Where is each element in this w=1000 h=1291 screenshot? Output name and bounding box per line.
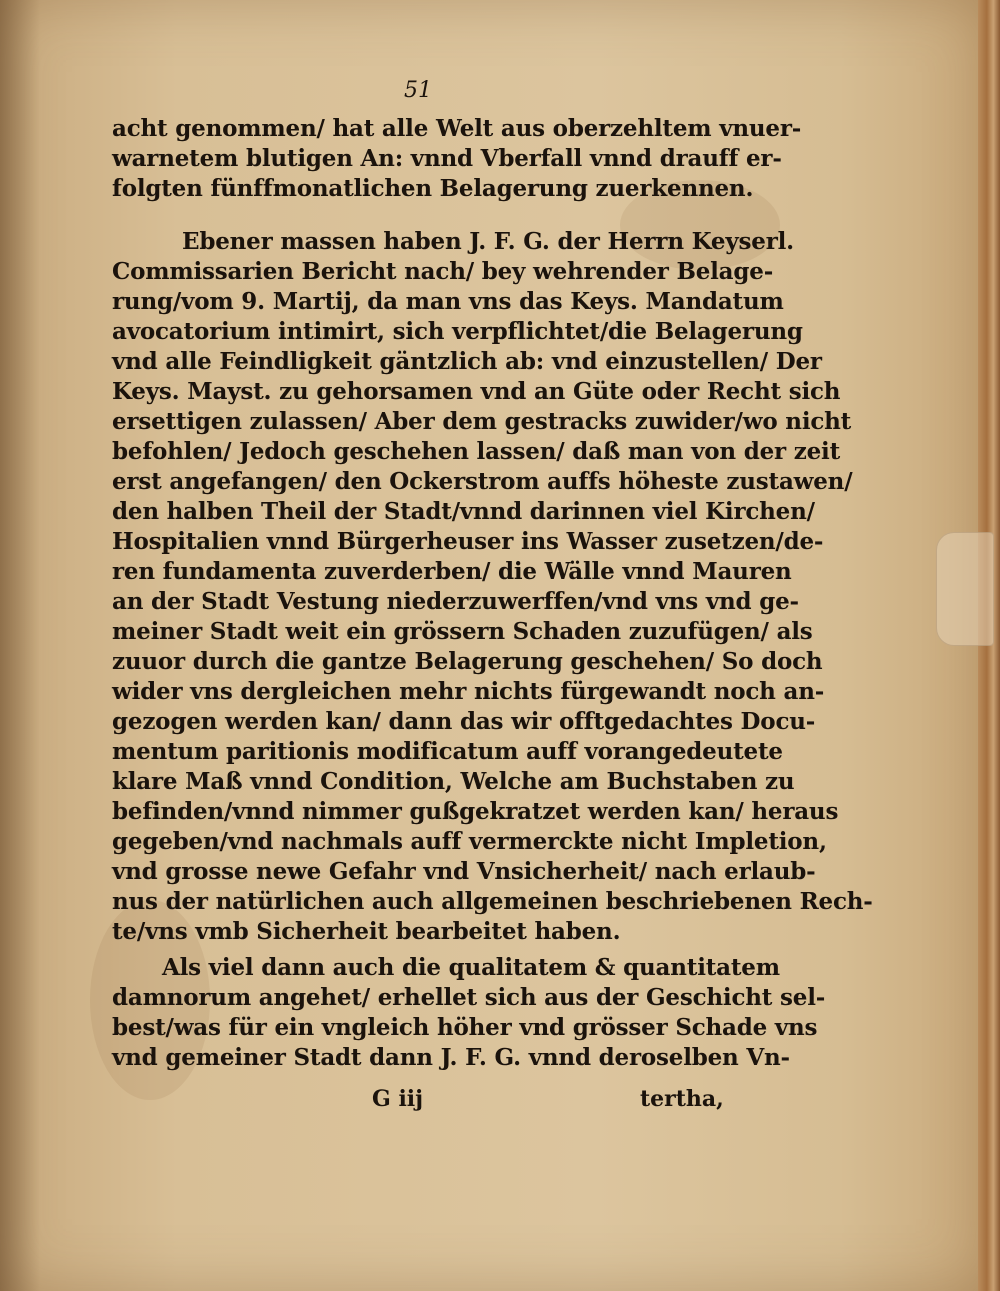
text-line: vnd grosse newe Gefahr vnd Vnsicherheit/ nach erlaub- bbox=[112, 858, 816, 885]
gutter-shadow bbox=[0, 0, 40, 1291]
text-line: rung/vom 9. Martij, da man vns das Keys. Mandatum bbox=[112, 288, 784, 315]
text-line: befinden/vnnd nimmer gußgekratzet werden kan/ heraus bbox=[112, 798, 839, 825]
text-line: nus der natürlichen auch allgemeinen beschriebenen Rech- bbox=[112, 888, 873, 915]
text-line: wider vns dergleichen mehr nichts fürgewandt noch an- bbox=[112, 678, 825, 705]
text-line: Keys. Mayst. zu gehorsamen vnd an Güte oder Recht sich bbox=[112, 378, 841, 405]
text-line: Commissarien Bericht nach/ bey wehrender Belage- bbox=[112, 258, 774, 285]
text-line: befohlen/ Jedoch geschehen lassen/ daß man von der zeit bbox=[112, 438, 841, 465]
text-line: vnd gemeiner Stadt dann J. F. G. vnnd deroselben Vn- bbox=[112, 1044, 790, 1071]
text-line: best/was für ein vngleich höher vnd grösser Schade vns bbox=[112, 1014, 818, 1041]
text-line: zuuor durch die gantze Belagerung geschehen/ So doch bbox=[112, 648, 823, 675]
text-line: avocatorium intimirt, sich verpflichtet/die Belagerung bbox=[112, 318, 803, 345]
text-line: Ebener massen haben J. F. G. der Herrn Keyserl. bbox=[182, 228, 794, 255]
text-line: mentum paritionis modificatum auff vorangedeutete bbox=[112, 738, 783, 765]
text-line: folgten fünffmonatlichen Belagerung zuerkennen. bbox=[112, 175, 754, 202]
text-line: ersettigen zulassen/ Aber dem gestracks zuwider/wo nicht bbox=[112, 408, 852, 435]
text-line: klare Maß vnnd Condition, Welche am Buchstaben zu bbox=[112, 768, 795, 795]
text-line: gezogen werden kan/ dann das wir offtgedachtes Docu- bbox=[112, 708, 816, 735]
text-line: warnetem blutigen An: vnnd Vberfall vnnd drauff er- bbox=[112, 145, 782, 172]
text-line: erst angefangen/ den Ockerstrom auffs höheste zustawen/ bbox=[112, 468, 853, 495]
text-line: Als viel dann auch die qualitatem & quantitatem bbox=[162, 954, 780, 981]
text-line: acht genommen/ hat alle Welt aus oberzehltem vnuer- bbox=[112, 115, 802, 142]
page-tab bbox=[936, 532, 994, 646]
catchword: tertha, bbox=[640, 1086, 724, 1112]
text-line: Hospitalien vnnd Bürgerheuser ins Wasser zusetzen/de- bbox=[112, 528, 824, 555]
text-line: gegeben/vnd nachmals auff vermerckte nicht Impletion, bbox=[112, 828, 827, 855]
text-line: den halben Theil der Stadt/vnnd darinnen viel Kirchen/ bbox=[112, 498, 815, 525]
text-line: an der Stadt Vestung niederzuwerffen/vnd vns vnd ge- bbox=[112, 588, 799, 615]
text-line: damnorum angehet/ erhellet sich aus der Geschicht sel- bbox=[112, 984, 826, 1011]
text-line: ren fundamenta zuverderben/ die Wälle vnnd Mauren bbox=[112, 558, 792, 585]
signature-mark: G iij bbox=[372, 1086, 424, 1112]
text-line: vnd alle Feindligkeit gäntzlich ab: vnd einzustellen/ Der bbox=[112, 348, 822, 375]
page-number: 51 bbox=[404, 78, 432, 103]
text-line: meiner Stadt weit ein grössern Schaden zuzufügen/ als bbox=[112, 618, 813, 645]
text-line: te/vns vmb Sicherheit bearbeitet haben. bbox=[112, 918, 621, 945]
